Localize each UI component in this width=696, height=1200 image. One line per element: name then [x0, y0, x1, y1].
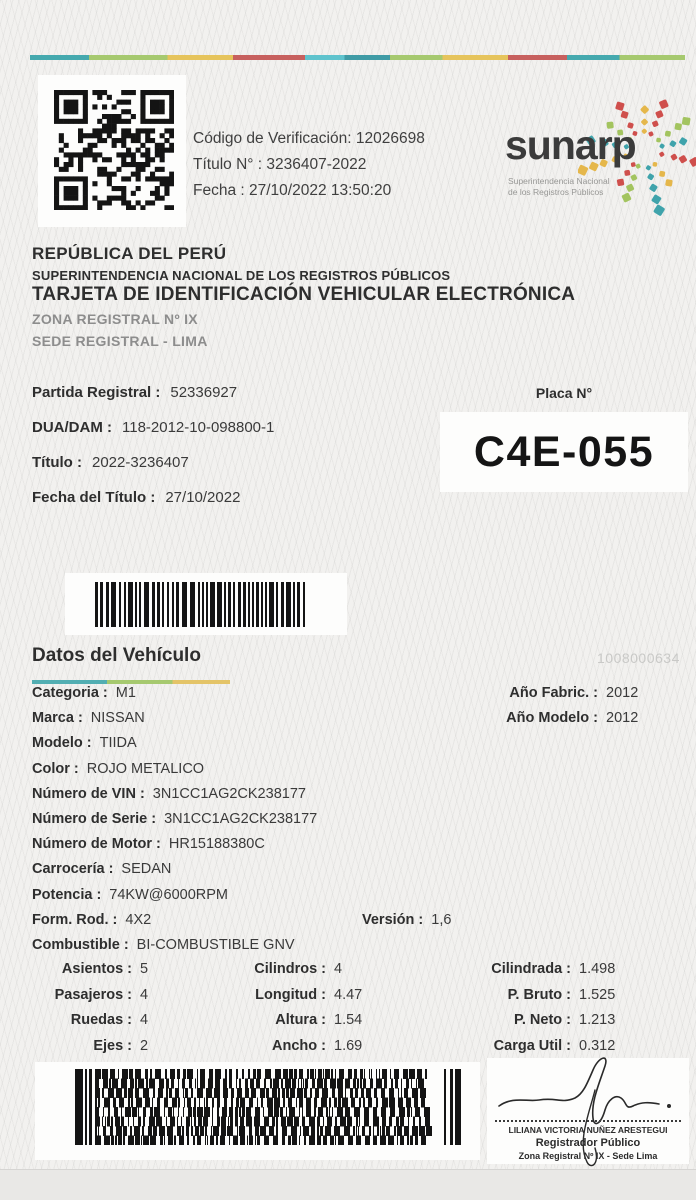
field-value: 4: [334, 961, 343, 977]
sunarp-wordmark: sunarp: [505, 122, 636, 168]
heading-superintendencia: SUPERINTENDENCIA NACIONAL DE LOS REGISTROS PÚBLICOS: [32, 268, 451, 283]
registrar-name: LILIANA VICTORIA NUÑEZ ARESTEGUI: [508, 1125, 668, 1135]
field-value: 27/10/2022: [165, 489, 241, 506]
field-value: BI-COMBUSTIBLE GNV: [136, 937, 295, 954]
field-row-modelo: [32, 731, 317, 756]
field-label: Versión :: [362, 912, 424, 928]
field-label: Fecha del Título :: [32, 489, 156, 506]
field-row-serie: [32, 807, 317, 832]
field-row-color: [32, 757, 317, 782]
field-label: Categoria :: [32, 685, 108, 701]
field-value: 5: [140, 961, 149, 977]
field-label: Año Fabric. :: [509, 685, 598, 701]
field-label: Número de VIN :: [32, 785, 145, 802]
field-value: 2012: [606, 710, 639, 727]
field-value: ROJO METALICO: [86, 760, 205, 777]
field-label: Cilindros :: [254, 961, 326, 977]
field-label: Color :: [32, 760, 79, 777]
field-value: NISSAN: [90, 710, 145, 727]
heading-sede-registral: SEDE REGISTRAL - LIMA: [32, 333, 208, 349]
heading-republic: REPÚBLICA DEL PERÚ: [32, 244, 227, 263]
field-label: DUA/DAM :: [32, 419, 112, 436]
field-value: 1.213: [579, 1012, 616, 1028]
plate-box: [440, 412, 688, 492]
field-row-ancho: [220, 1034, 362, 1060]
field-row-categoria: [32, 681, 317, 706]
field-value: 52336927: [170, 384, 238, 401]
registrar-title: Registrador Público: [535, 1137, 641, 1149]
field-row-marca: [32, 706, 317, 731]
field-row-motor: [32, 832, 317, 857]
verification-title-number: Título N° : 3236407-2022: [193, 156, 367, 173]
field-value: 1,6: [431, 912, 452, 928]
field-row-altura: [220, 1008, 362, 1034]
field-value: 1.525: [579, 986, 616, 1003]
field-value: 2: [140, 1037, 149, 1054]
field-label: Combustible :: [32, 937, 129, 954]
field-row-carroceria: [32, 857, 317, 882]
vehicle-fields-right: [450, 681, 690, 731]
field-value: 74KW@6000RPM: [109, 886, 228, 903]
field-value: 1.54: [334, 1012, 363, 1028]
field-value: 4.47: [334, 986, 363, 1003]
field-value: TIIDA: [99, 735, 137, 752]
field-label: Número de Motor :: [32, 836, 161, 853]
field-value: 4: [140, 986, 149, 1003]
field-label: Partida Registral :: [32, 384, 161, 401]
registry-fields: [32, 375, 274, 515]
field-value: 0.312: [579, 1037, 616, 1054]
document-title: TARJETA DE IDENTIFICACIÓN VEHICULAR ELECTRÓNICA: [32, 284, 576, 305]
barcode-icon: [95, 582, 311, 632]
field-row-ruedas: [30, 1008, 148, 1034]
verification-block: [193, 126, 425, 204]
field-row-potencia: [32, 883, 317, 908]
field-value: 3N1CC1AG2CK238177: [164, 811, 318, 828]
field-row-partida: [32, 375, 274, 410]
field-label: Altura :: [275, 1012, 326, 1028]
field-label: Carrocería :: [32, 861, 114, 878]
field-value: 4X2: [125, 911, 152, 928]
signature-block: [487, 1058, 689, 1164]
field-value: SEDAN: [121, 861, 172, 878]
field-label: P. Bruto :: [507, 986, 571, 1003]
field-row-dua-dam: [32, 410, 274, 445]
signature-line: [495, 1120, 681, 1122]
logo-subtitle-line1: Superintendencia Nacional: [508, 176, 610, 186]
field-row-ano-modelo: [450, 706, 690, 731]
field-value: 2012: [606, 685, 639, 701]
verification-code: Código de Verificación: 12026698: [193, 130, 425, 147]
field-label: Pasajeros :: [54, 986, 132, 1003]
field-label: Form. Rod. :: [32, 911, 118, 928]
field-label: P. Neto :: [514, 1012, 571, 1028]
verification-date: Fecha : 27/10/2022 13:50:20: [193, 182, 392, 199]
field-label: Potencia :: [32, 886, 102, 903]
specs-column-3: [450, 957, 615, 1059]
field-row-version: [362, 908, 451, 933]
plate-label: Placa N°: [535, 385, 593, 401]
field-row-ano-fabric: [450, 681, 690, 706]
field-value: 1.69: [334, 1037, 363, 1054]
field-label: Marca :: [32, 710, 83, 727]
top-color-divider: [30, 55, 685, 60]
field-row-cilindros: [220, 957, 362, 983]
barcode-box: [65, 573, 347, 635]
logo-subtitle-line2: de los Registros Públicos: [508, 187, 604, 197]
section-title-datos-vehiculo: Datos del Vehículo: [32, 645, 201, 666]
document-bottom-edge: [0, 1169, 696, 1200]
document-number-watermark: 1008000634: [597, 650, 680, 666]
sunarp-logo-subtitle: [508, 176, 610, 198]
field-value: 4: [140, 1012, 149, 1028]
heading-zona-registral: ZONA REGISTRAL Nº IX: [32, 311, 198, 327]
field-row-form-rod: [32, 908, 317, 933]
field-label: Ruedas :: [70, 1012, 132, 1028]
field-row-p-bruto: [450, 983, 615, 1009]
vehicle-fields-left: [32, 681, 317, 958]
field-value: 2022-3236407: [91, 454, 189, 471]
specs-column-2: [220, 957, 362, 1059]
field-row-titulo: [32, 445, 274, 480]
field-value: 1.498: [579, 961, 616, 977]
pdf417-barcode-icon: [75, 1069, 461, 1150]
field-label: Número de Serie :: [32, 811, 157, 828]
field-row-asientos: [30, 957, 148, 983]
field-row-pasajeros: [30, 983, 148, 1009]
field-row-ejes: [30, 1034, 148, 1060]
field-label: Modelo :: [32, 735, 92, 752]
field-row-longitud: [220, 983, 362, 1009]
field-row-vin: [32, 782, 317, 807]
field-row-fecha-titulo: [32, 480, 274, 515]
field-row-p-neto: [450, 1008, 615, 1034]
field-label: Cilindrada :: [491, 961, 571, 977]
field-label: Carga Util :: [493, 1037, 571, 1054]
field-value: M1: [115, 685, 136, 701]
field-row-cilindrada: [450, 957, 615, 983]
field-label: Asientos :: [61, 961, 132, 977]
field-value: 118-2012-10-098800-1: [122, 419, 275, 436]
qr-code-box: [38, 75, 186, 227]
field-value: HR15188380C: [168, 836, 265, 853]
pdf417-barcode-box: [35, 1062, 480, 1160]
field-label: Ancho :: [272, 1037, 326, 1054]
plate-number: C4E-055: [473, 427, 655, 476]
field-label: Ejes :: [93, 1037, 132, 1054]
field-label: Título :: [32, 454, 82, 471]
field-label: Año Modelo :: [506, 710, 598, 727]
field-label: Longitud :: [255, 986, 326, 1003]
field-row-combustible: [32, 933, 317, 958]
field-value: 3N1CC1AG2CK238177: [152, 785, 306, 802]
registrar-zone: Zona Registral Nº IX - Sede Lima: [518, 1151, 658, 1161]
specs-column-1: [30, 957, 148, 1059]
qr-code-icon: [54, 90, 174, 215]
